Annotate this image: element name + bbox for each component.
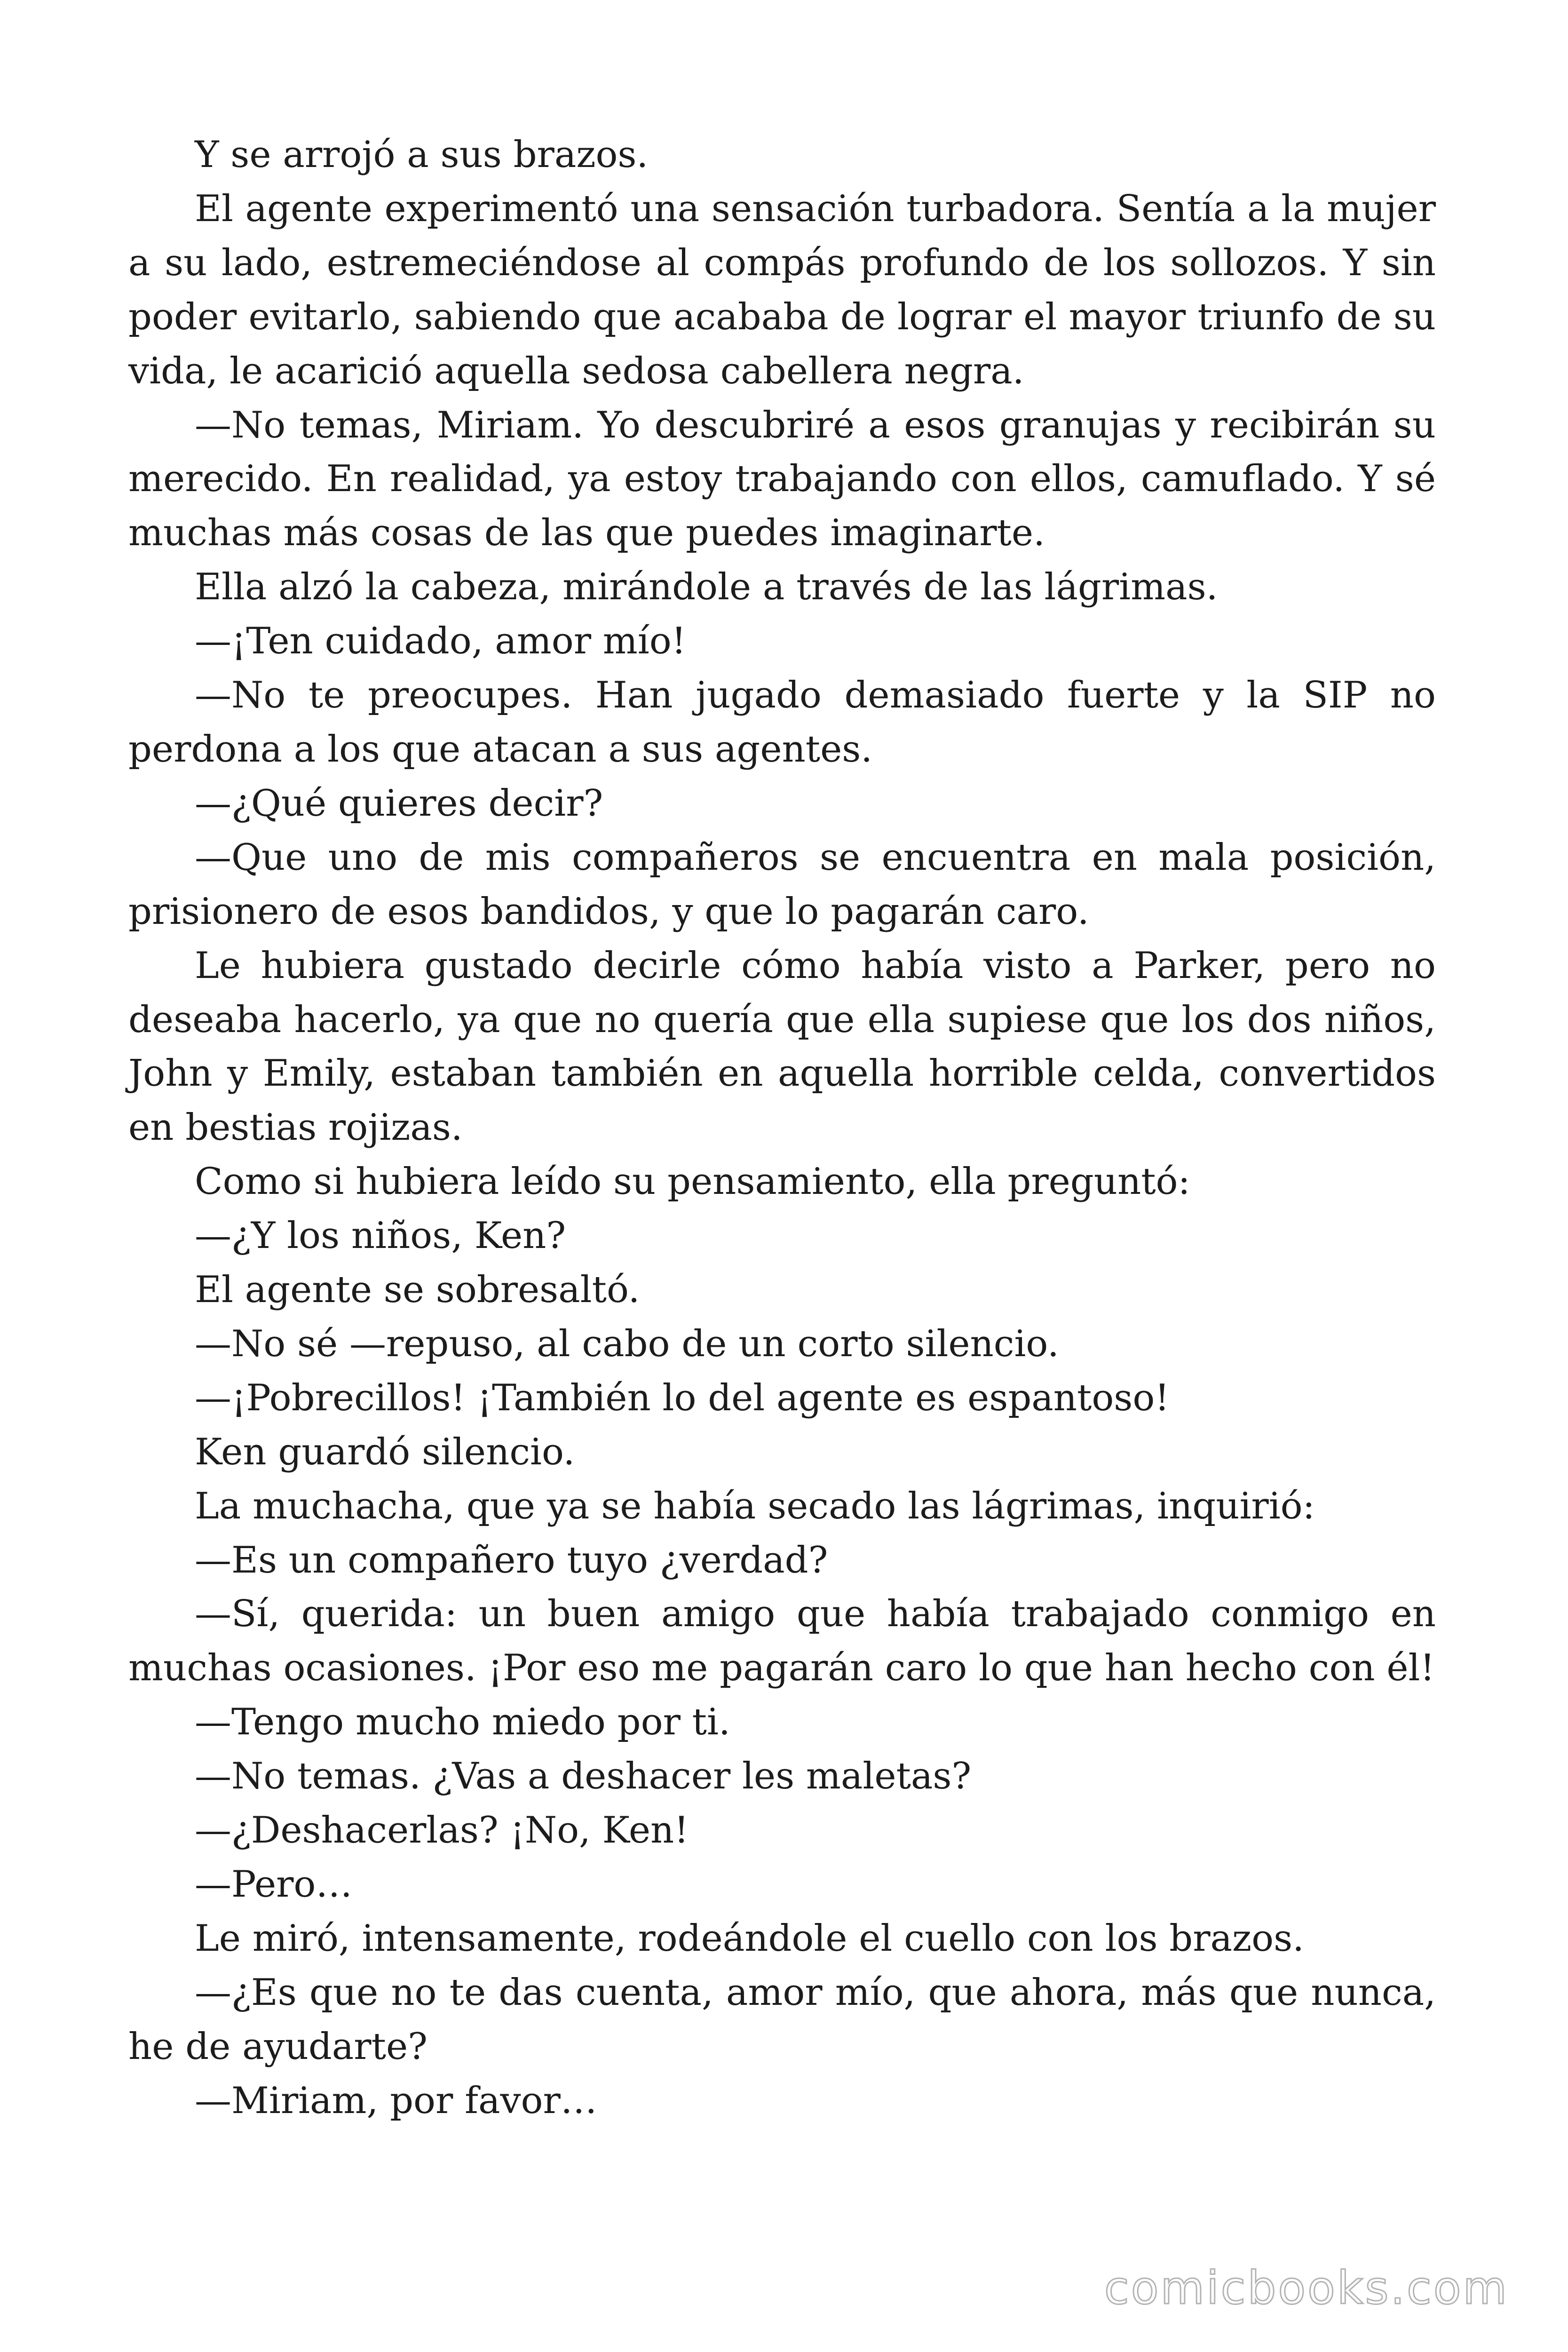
watermark: comicbooks.com <box>1104 2262 1509 2314</box>
paragraph: —¡Pobrecillos! ¡También lo del agente es espantoso! <box>195 1376 1170 1419</box>
paragraph: —¿Es que no te das cuenta, amor mío, que ahora, más que nunca, he de ayudarte? <box>128 1971 1436 2068</box>
paragraph: Ken guardó silencio. <box>195 1430 575 1473</box>
page-body-text <box>128 128 1436 2128</box>
paragraph: —Miriam, por favor… <box>195 2079 597 2122</box>
paragraph: —Es un compañero tuyo ¿verdad? <box>195 1539 828 1581</box>
paragraph: Ella alzó la cabeza, mirándole a través de las lágrimas. <box>195 566 1218 609</box>
paragraph: —¡Ten cuidado, amor mío! <box>195 620 687 663</box>
paragraph: —No sé —repuso, al cabo de un corto silencio. <box>195 1322 1059 1365</box>
paragraph: —No temas. ¿Vas a deshacer les maletas? <box>195 1755 972 1798</box>
paragraph: —No temas, Miriam. Yo descubriré a esos granujas y recibirán su merecido. En realidad, ya estoy trabajando con ellos, camuflado. Y sé muchas más cosas de las que puedes imaginarte. <box>128 404 1436 555</box>
paragraph: —¿Qué quieres decir? <box>195 782 603 825</box>
paragraph: —No te preocupes. Han jugado demasiado fuerte y la SIP no perdona a los que atacan a sus agentes. <box>128 674 1436 771</box>
paragraph: —Que uno de mis compañeros se encuentra en mala posición, prisionero de esos bandidos, y que lo pagarán caro. <box>128 836 1436 933</box>
paragraph: —Sí, querida: un buen amigo que había trabajado conmigo en muchas ocasiones. ¡Por eso me pagarán caro lo que han hecho con él! <box>128 1593 1436 1690</box>
paragraph: La muchacha, que ya se había secado las lágrimas, inquirió: <box>195 1485 1315 1527</box>
paragraph: —¿Deshacerlas? ¡No, Ken! <box>195 1809 689 1852</box>
paragraph: Como si hubiera leído su pensamiento, ella preguntó: <box>195 1160 1190 1203</box>
paragraph: —Pero… <box>195 1863 353 1906</box>
paragraph: Y se arrojó a sus brazos. <box>195 134 649 176</box>
paragraph: El agente se sobresaltó. <box>195 1269 640 1311</box>
paragraph: Le hubiera gustado decirle cómo había visto a Parker, pero no deseaba hacerlo, ya que no quería que ella supiese que los dos niños, John y Emily, estaban también en aquella horrible celda, convertidos en bestias rojizas. <box>128 944 1436 1149</box>
paragraph: —¿Y los niños, Ken? <box>195 1215 566 1257</box>
paragraph: Le miró, intensamente, rodeándole el cuello con los brazos. <box>195 1917 1304 1960</box>
paragraph: —Tengo mucho miedo por ti. <box>195 1701 730 1744</box>
paragraph: El agente experimentó una sensación turbadora. Sentía a la mujer a su lado, estremeciéndose al compás profundo de los sollozos. Y sin poder evitarlo, sabiendo que acababa de lograr el mayor triunfo de su vida, le acarició aquella sedosa cabellera negra. <box>128 187 1436 392</box>
